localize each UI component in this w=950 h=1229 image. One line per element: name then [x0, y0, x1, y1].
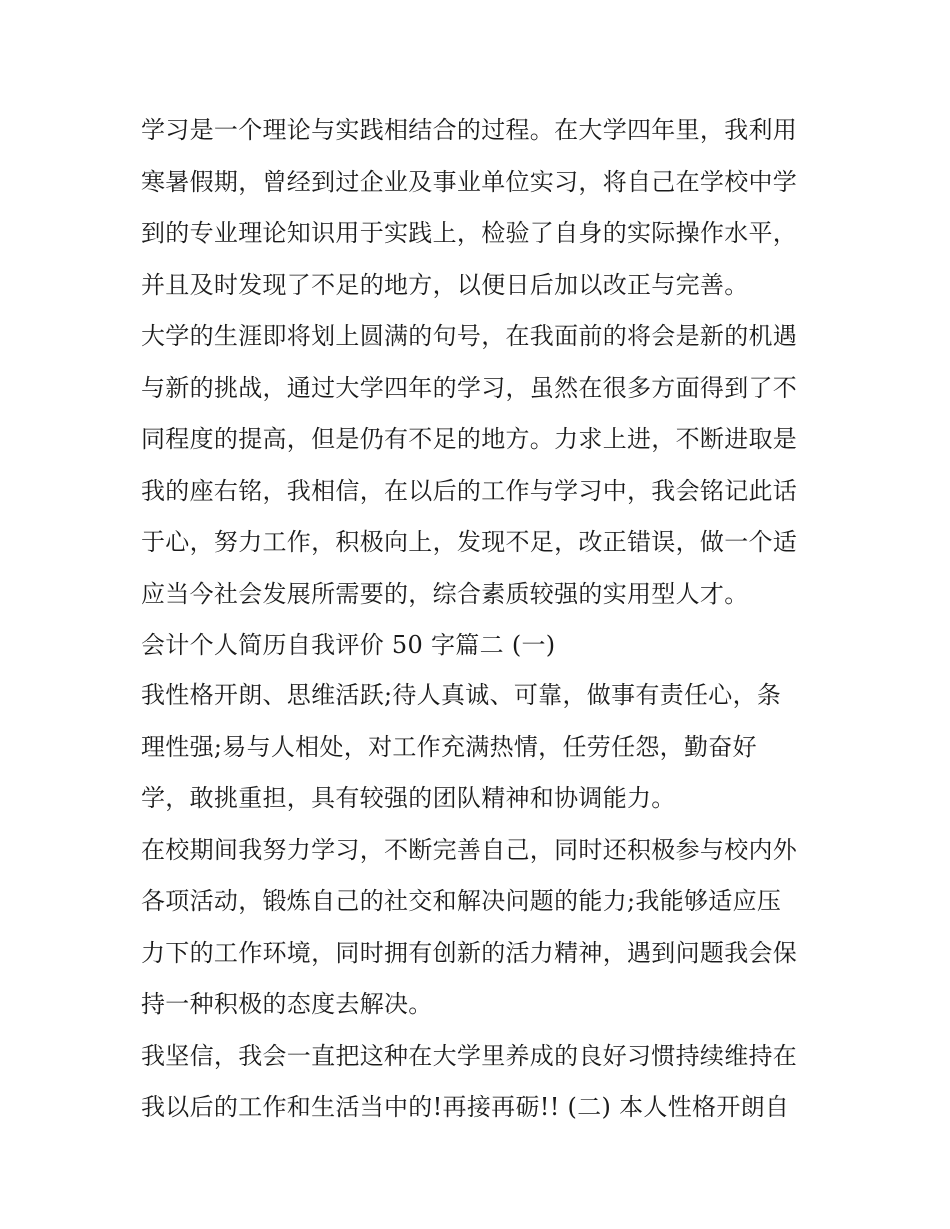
text-line: 大学的生涯即将划上圆满的句号，在我面前的将会是新的机遇 [141, 322, 798, 350]
text-line: 持一种积极的态度去解决。 [141, 990, 433, 1018]
text-line: 于心，努力工作，积极向上，发现不足，改正错误，做一个适 [141, 528, 798, 556]
text-line: 学，敢挑重担，具有较强的团队精神和协调能力。 [141, 784, 676, 812]
text-line: 我的座右铭，我相信，在以后的工作与学习中，我会铭记此话 [141, 476, 798, 505]
document-body [141, 110, 821, 1139]
text-line: 各项活动，锻炼自己的社交和解决问题的能力;我能够适应压 [141, 887, 782, 915]
text-line: 学习是一个理论与实践相结合的过程。在大学四年里，我利用 [141, 116, 798, 144]
text-line: 并且及时发现了不足的地方，以便日后加以改正与完善。 [141, 270, 749, 299]
text-line: 到的专业理论知识用于实践上，检验了自身的实际操作水平， [141, 219, 798, 247]
text-line: 同程度的提高，但是仍有不足的地方。力求上进，不断进取是 [141, 425, 798, 453]
text-line: 我以后的工作和生活当中的!再接再砺!! (二) 本人性格开朗自 [141, 1093, 790, 1121]
text-line: 应当今社会发展所需要的，综合素质较强的实用型人才。 [141, 579, 749, 608]
text-line: 力下的工作环境，同时拥有创新的活力精神，遇到问题我会保 [141, 938, 798, 967]
section-heading: 会计个人简历自我评价 50 字篇二 (一) [141, 631, 556, 659]
text-line: 在校期间我努力学习，不断完善自己，同时还积极参与校内外 [141, 835, 798, 864]
text-line: 我坚信，我会一直把这种在大学里养成的良好习惯持续维持在 [141, 1041, 798, 1070]
text-line: 理性强;易与人相处，对工作充满热情，任劳任怨，勤奋好 [141, 732, 757, 761]
text-line: 与新的挑战，通过大学四年的学习，虽然在很多方面得到了不 [141, 373, 798, 402]
text-line: 寒暑假期，曾经到过企业及事业单位实习，将自己在学校中学 [141, 167, 798, 196]
text-line: 我性格开朗、思维活跃;待人真诚、可靠，做事有责任心，条 [141, 681, 782, 709]
